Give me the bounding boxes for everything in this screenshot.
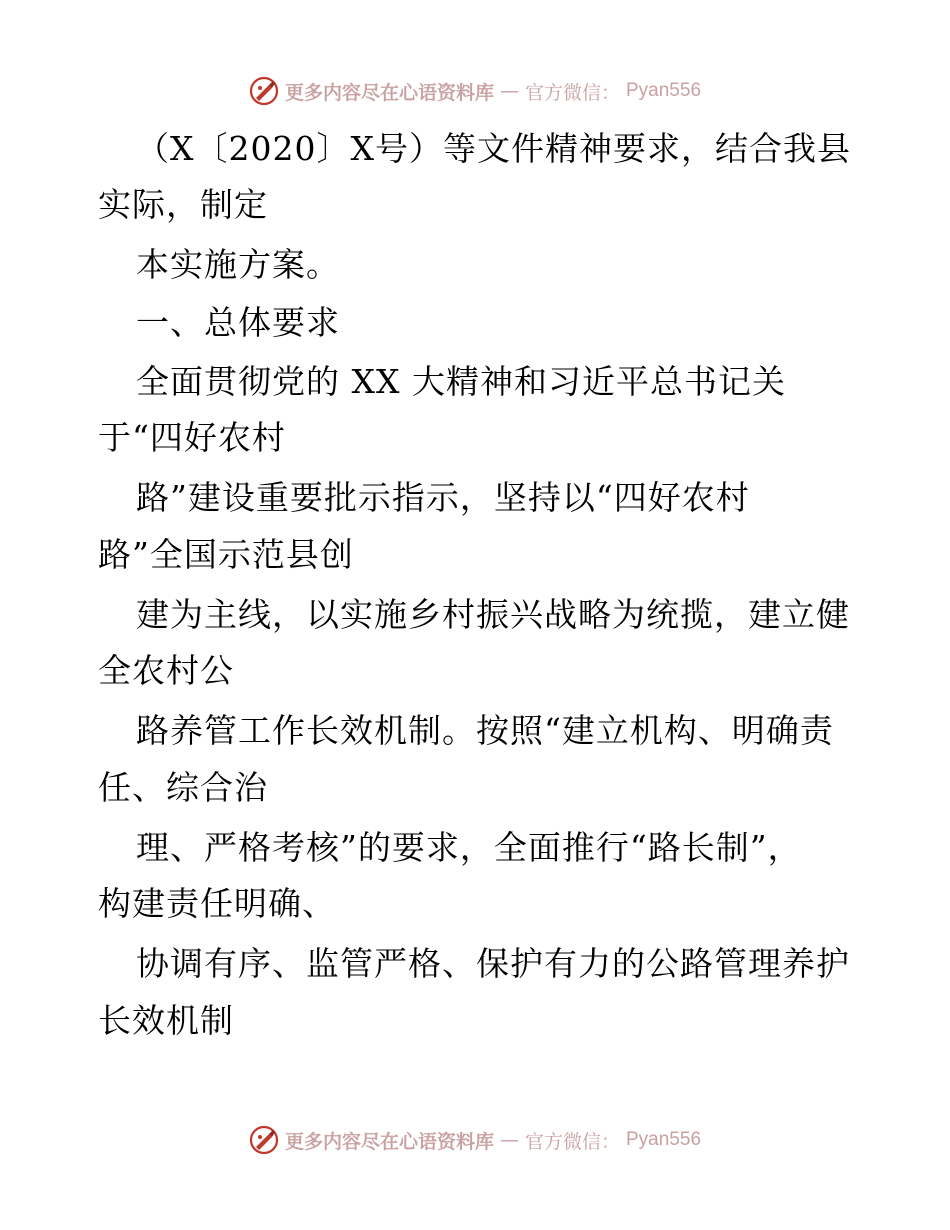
text-line: 构建责任明确、 <box>98 884 336 923</box>
text-line: 协调有序、监管严格、保护有力的公路管理养护 <box>136 944 850 983</box>
text-line: 本实施方案。 <box>136 245 340 284</box>
watermark-brand-text: 更多内容尽在心语资料库 <box>284 1130 494 1153</box>
section-heading: 一、总体要求 <box>136 303 340 342</box>
pen-logo-icon <box>249 76 279 106</box>
watermark-brand-text: 更多内容尽在心语资料库 <box>284 81 494 104</box>
watermark-separator: — <box>499 1129 519 1151</box>
text-line: 长效机制 <box>98 1001 234 1040</box>
watermark-separator: — <box>499 80 519 102</box>
text-line: 路养管工作长效机制。按照“建立机构、明确责 <box>136 711 834 750</box>
text-line: 全农村公 <box>98 651 234 690</box>
text-line: 全面贯彻党的 XX 大精神和习近平总书记关 <box>136 362 786 401</box>
text-line: 建为主线，以实施乡村振兴战略为统揽，建立健 <box>136 595 850 634</box>
pen-logo-icon <box>249 1125 279 1155</box>
text-line: 任、综合治 <box>98 768 268 807</box>
text-line: 于“四好农村 <box>98 418 286 457</box>
watermark-contact-label: 官方微信： <box>524 1130 620 1153</box>
text-line: 理、严格考核”的要求，全面推行“路长制”， <box>136 828 802 867</box>
text-line: （X〔2020〕X号）等文件精神要求，结合我县 <box>136 129 851 168</box>
watermark-header <box>0 71 950 111</box>
watermark-contact-id: Pyan556 <box>626 80 702 101</box>
text-line: 实际，制定 <box>98 185 268 224</box>
watermark-footer <box>0 1120 950 1160</box>
watermark-contact-label: 官方微信： <box>524 81 620 104</box>
text-line: 路”全国示范县创 <box>98 535 354 574</box>
text-line: 路”建设重要批示指示，坚持以“四好农村 <box>136 478 750 517</box>
watermark-contact-id: Pyan556 <box>626 1129 702 1150</box>
